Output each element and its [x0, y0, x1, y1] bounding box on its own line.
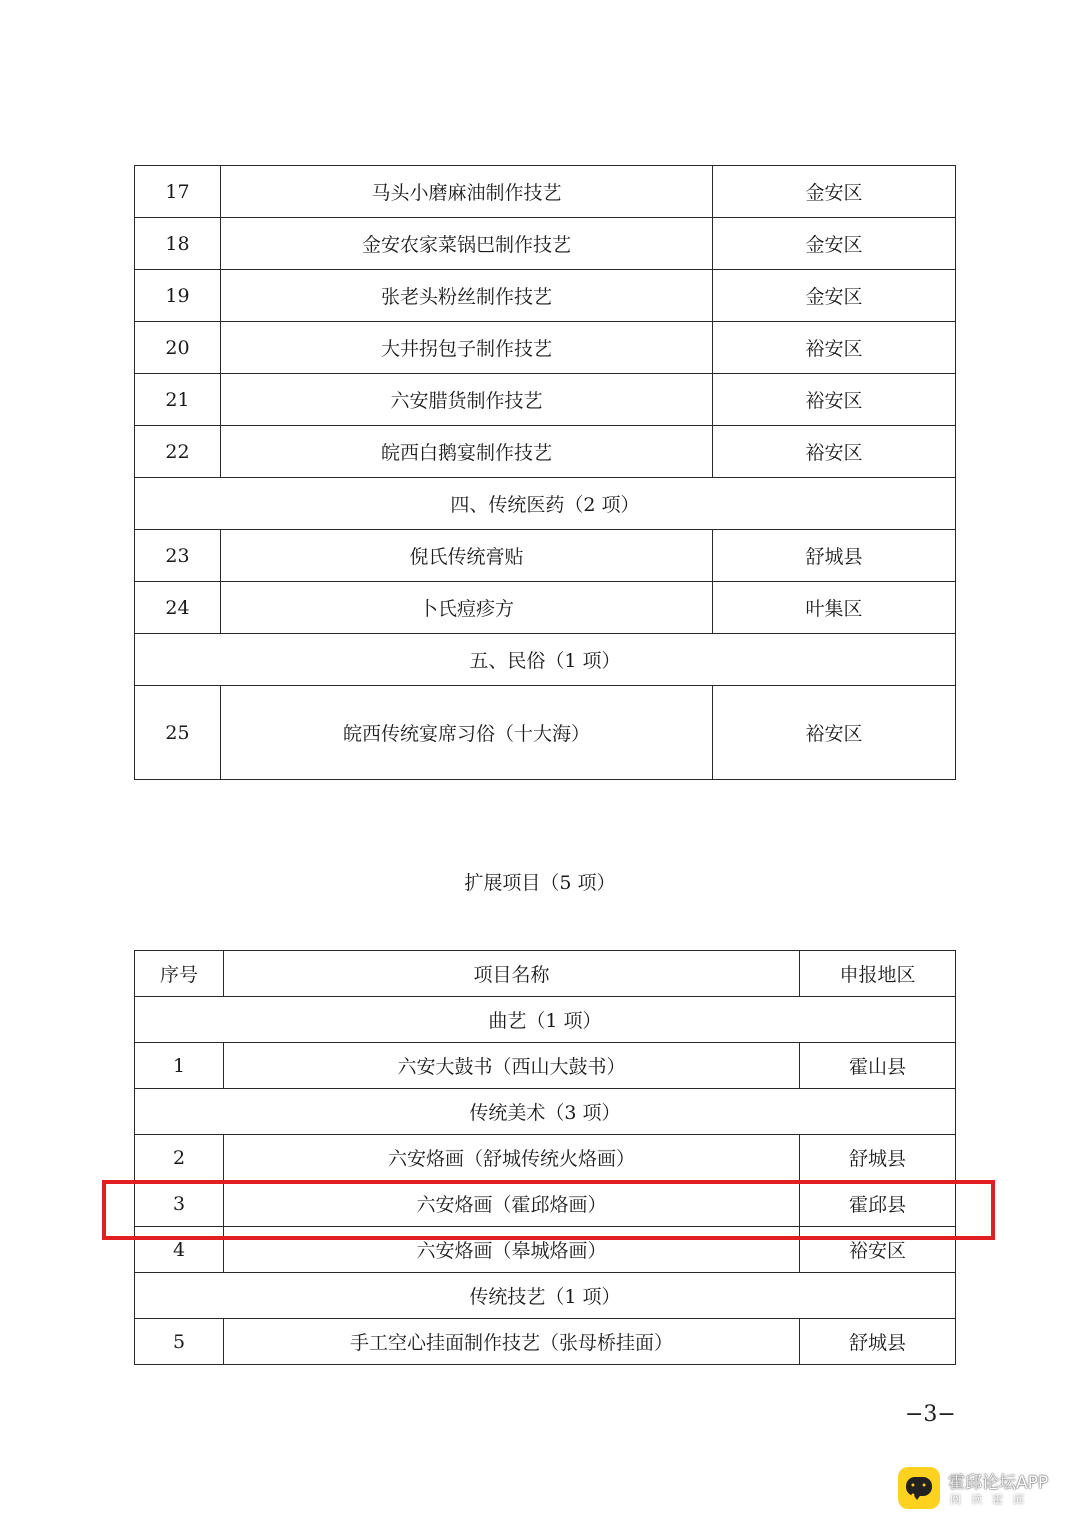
region: 叶集区	[713, 582, 956, 634]
section-header-row	[135, 1273, 956, 1319]
project-name: 六安烙画（霍邱烙画）	[224, 1181, 800, 1227]
project-name: 六安腊货制作技艺	[221, 374, 713, 426]
row-number: 25	[135, 686, 221, 780]
project-name: 卜氏痘疹方	[221, 582, 713, 634]
section-header: 传统技艺（1 项）	[135, 1273, 956, 1319]
region: 裕安区	[713, 374, 956, 426]
region: 裕安区	[800, 1227, 956, 1273]
page-number: −3−	[905, 1402, 956, 1427]
section-header: 五、民俗（1 项）	[135, 634, 956, 686]
extension-section-title: 扩展项目（5 项）	[464, 872, 616, 894]
section-header-row	[135, 997, 956, 1043]
project-name: 六安烙画（皋城烙画）	[224, 1227, 800, 1273]
section-header-row	[135, 634, 956, 686]
red-highlight-box	[102, 1180, 995, 1240]
row-number: 2	[135, 1135, 224, 1181]
project-name: 马头小磨麻油制作技艺	[221, 166, 713, 218]
row-number: 20	[135, 322, 221, 374]
project-name: 张老头粉丝制作技艺	[221, 270, 713, 322]
region: 金安区	[713, 270, 956, 322]
row-number: 5	[135, 1319, 224, 1365]
section-header: 曲艺（1 项）	[135, 997, 956, 1043]
project-name: 六安大鼓书（西山大鼓书）	[224, 1043, 800, 1089]
region: 舒城县	[800, 1319, 956, 1365]
section-header-row	[135, 1089, 956, 1135]
table-row	[135, 218, 956, 270]
table-row	[135, 582, 956, 634]
row-number: 1	[135, 1043, 224, 1089]
region: 霍邱县	[800, 1181, 956, 1227]
project-name: 金安农家菜锅巴制作技艺	[221, 218, 713, 270]
section-header: 传统美术（3 项）	[135, 1089, 956, 1135]
chat-bubble-logo-icon: • • •	[898, 1467, 940, 1509]
project-name: 皖西传统宴席习俗（十大海）	[221, 686, 713, 780]
section-header-row	[135, 478, 956, 530]
table-row	[135, 686, 956, 780]
table-header-row	[135, 951, 956, 997]
section-header: 四、传统医药（2 项）	[135, 478, 956, 530]
table-row	[135, 1043, 956, 1089]
project-name: 倪氏传统膏贴	[221, 530, 713, 582]
project-name: 大井拐包子制作技艺	[221, 322, 713, 374]
app-watermark	[898, 1467, 1068, 1517]
row-number: 3	[135, 1181, 224, 1227]
heritage-table-continued	[134, 165, 956, 780]
header-number: 序号	[135, 951, 224, 997]
row-number: 18	[135, 218, 221, 270]
project-name: 手工空心挂面制作技艺（张母桥挂面）	[224, 1319, 800, 1365]
row-number: 21	[135, 374, 221, 426]
row-number: 17	[135, 166, 221, 218]
table-row	[135, 374, 956, 426]
table-row	[135, 166, 956, 218]
region: 舒城县	[800, 1135, 956, 1181]
watermark-app-name: 霍邱论坛APP	[948, 1473, 1049, 1493]
region: 裕安区	[713, 426, 956, 478]
table-row	[135, 270, 956, 322]
header-region: 申报地区	[800, 951, 956, 997]
region: 裕安区	[713, 322, 956, 374]
table-row	[135, 1319, 956, 1365]
watermark-subtitle: 阅读霍邱	[950, 1493, 1034, 1506]
region: 金安区	[713, 218, 956, 270]
region: 金安区	[713, 166, 956, 218]
row-number: 19	[135, 270, 221, 322]
header-project-name: 项目名称	[224, 951, 800, 997]
project-name: 皖西白鹅宴制作技艺	[221, 426, 713, 478]
table-row	[135, 530, 956, 582]
region: 舒城县	[713, 530, 956, 582]
extension-projects-table	[134, 950, 956, 1365]
region: 霍山县	[800, 1043, 956, 1089]
row-number: 23	[135, 530, 221, 582]
row-number: 24	[135, 582, 221, 634]
row-number: 22	[135, 426, 221, 478]
table-row	[135, 322, 956, 374]
row-number: 4	[135, 1227, 224, 1273]
table-row	[135, 1135, 956, 1181]
table-row	[135, 426, 956, 478]
project-name: 六安烙画（舒城传统火烙画）	[224, 1135, 800, 1181]
region: 裕安区	[713, 686, 956, 780]
